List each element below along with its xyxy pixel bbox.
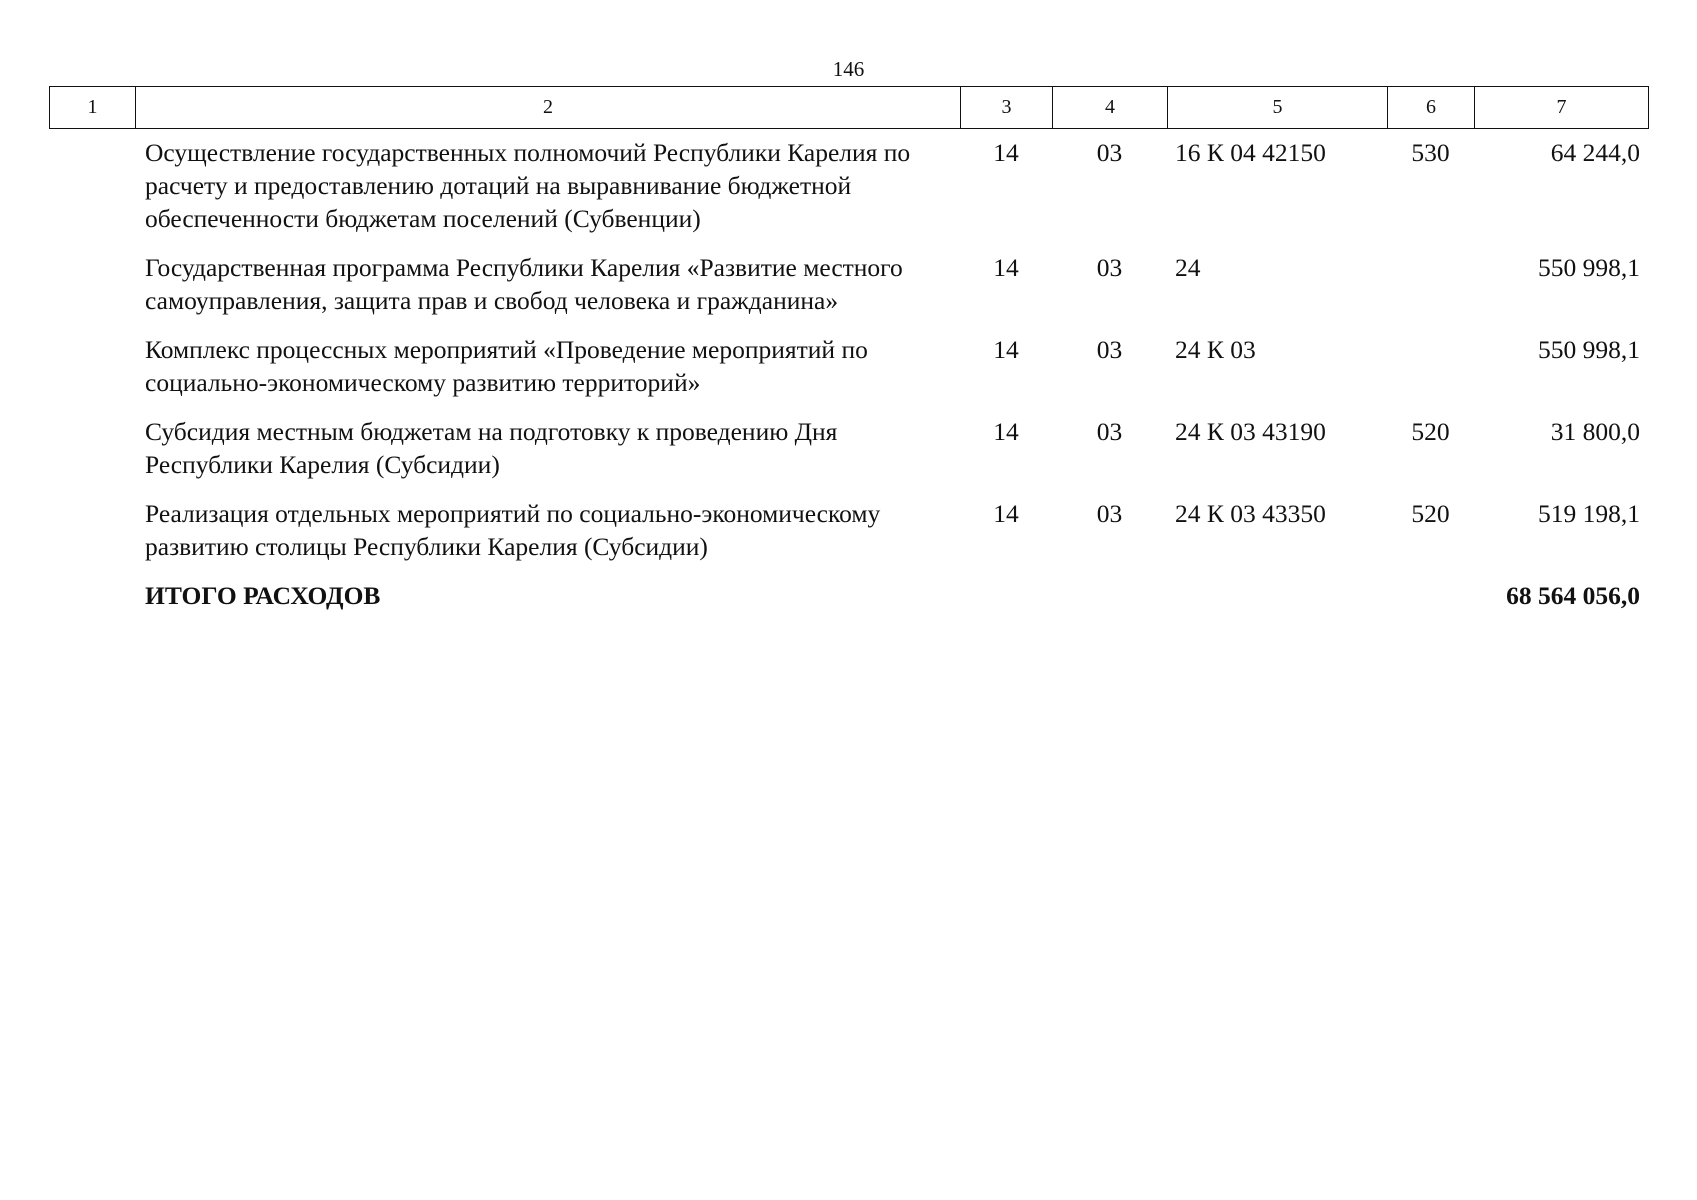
expenditure-table	[49, 136, 1648, 612]
row-expense-type: 530	[1411, 138, 1450, 167]
row-name: Субсидия местным бюджетам на подготовку к проведению Дня Республики Карелия (Субсидии)	[145, 417, 838, 479]
row-name: Государственная программа Республики Карелия «Развитие местного самоуправления, защита прав и свобод человека и гражданина»	[145, 253, 903, 315]
empty-cell	[1387, 579, 1474, 612]
row-number-cell	[49, 136, 135, 251]
row-expense-type	[1387, 333, 1474, 415]
empty-cell	[1167, 579, 1387, 612]
row-expense-type: 520	[1411, 499, 1450, 528]
row-subsection: 03	[1096, 417, 1123, 446]
row-section: 14	[993, 253, 1019, 282]
row-target-article: 24 К 03 43350	[1175, 499, 1326, 528]
row-number-cell	[49, 497, 135, 579]
table-row	[49, 251, 1648, 333]
row-number-cell	[49, 251, 135, 333]
column-header-row	[50, 87, 1649, 129]
column-header-2: 2	[136, 87, 961, 129]
table-row	[49, 415, 1648, 497]
row-target-article: 16 К 04 42150	[1175, 138, 1326, 167]
row-target-article: 24 К 03	[1175, 335, 1256, 364]
row-target-article: 24 К 03 43190	[1175, 417, 1326, 446]
row-subsection: 03	[1096, 335, 1123, 364]
row-subsection: 03	[1096, 499, 1123, 528]
row-subsection: 03	[1096, 138, 1123, 167]
row-sum: 550 998,1	[1538, 253, 1640, 282]
row-section: 14	[993, 417, 1019, 446]
row-sum: 519 198,1	[1538, 499, 1640, 528]
column-header-1: 1	[50, 87, 136, 129]
empty-cell	[960, 579, 1052, 612]
empty-cell	[1052, 579, 1167, 612]
total-label: ИТОГО РАСХОДОВ	[145, 581, 381, 610]
row-number-cell	[49, 415, 135, 497]
row-name: Реализация отдельных мероприятий по социально-экономическому развитию столицы Республики Карелия (Субсидии)	[145, 499, 881, 561]
row-sum: 64 244,0	[1550, 138, 1640, 167]
row-sum: 550 998,1	[1538, 335, 1640, 364]
row-subsection: 03	[1096, 253, 1123, 282]
total-row	[49, 579, 1648, 612]
column-header-6: 6	[1388, 87, 1475, 129]
column-header-table	[49, 86, 1649, 129]
table-row	[49, 136, 1648, 251]
total-sum: 68 564 056,0	[1506, 581, 1640, 610]
row-name: Осуществление государственных полномочий Республики Карелия по расчету и предоставлению дотаций на выравнивание бюджетной обеспеченности бюджетам поселений (Субвенции)	[145, 138, 911, 233]
column-header-4: 4	[1053, 87, 1168, 129]
row-name: Комплекс процессных мероприятий «Проведение мероприятий по социально-экономическому развитию территорий»	[145, 335, 868, 397]
row-sum: 31 800,0	[1550, 417, 1640, 446]
column-header-5: 5	[1168, 87, 1388, 129]
column-header-7: 7	[1475, 87, 1649, 129]
row-target-article: 24	[1175, 253, 1201, 282]
row-expense-type: 520	[1411, 417, 1450, 446]
row-section: 14	[993, 335, 1019, 364]
table-row	[49, 333, 1648, 415]
table-row	[49, 497, 1648, 579]
row-number-cell	[49, 579, 135, 612]
row-expense-type	[1387, 251, 1474, 333]
row-section: 14	[993, 499, 1019, 528]
column-header-3: 3	[961, 87, 1053, 129]
row-number-cell	[49, 333, 135, 415]
row-section: 14	[993, 138, 1019, 167]
page-number: 146	[832, 57, 865, 81]
